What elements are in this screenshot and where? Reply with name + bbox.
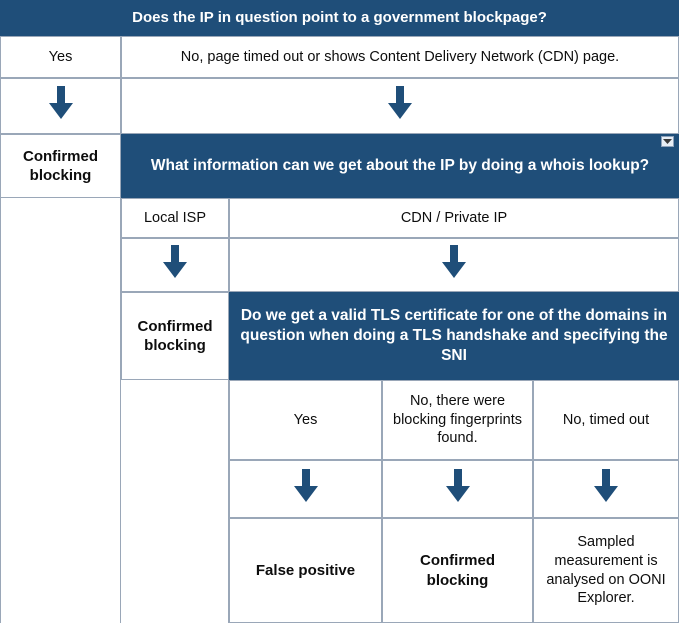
row6-confirmed-blocking-cell: Confirmed blocking	[121, 292, 229, 380]
down-arrow-icon	[593, 469, 619, 509]
row7-yes-cell: Yes	[229, 380, 382, 460]
row5-cdn-arrow-cell	[229, 238, 679, 292]
row9-false-positive-cell: False positive	[229, 518, 382, 623]
down-arrow-icon	[162, 245, 188, 285]
row5-spacer-left	[0, 238, 121, 292]
row4-local-isp-cell: Local ISP	[121, 198, 229, 238]
row4-cdn-private-ip-cell: CDN / Private IP	[229, 198, 679, 238]
row8-fingerprints-arrow-cell	[382, 460, 533, 518]
row3-whois-question-band: What information can we get about the IP by doing a whois lookup?	[121, 134, 679, 198]
resize-handle-icon[interactable]	[661, 136, 674, 147]
row8-timed-out-arrow-cell	[533, 460, 679, 518]
row9-confirmed-blocking-cell: Confirmed blocking	[382, 518, 533, 623]
row6-spacer-left	[0, 292, 121, 380]
row8-spacer-left	[0, 460, 121, 518]
down-arrow-icon	[293, 469, 319, 509]
row3-confirmed-blocking-cell: Confirmed blocking	[0, 134, 121, 198]
row1-yes-cell: Yes	[0, 36, 121, 78]
row1-no-cell: No, page timed out or shows Content Delivery Network (CDN) page.	[121, 36, 679, 78]
row9-spacer-second	[121, 518, 229, 623]
row7-timed-out-cell: No, timed out	[533, 380, 679, 460]
row9-sampled-measurement-cell: Sampled measurement is analysed on OONI Explorer.	[533, 518, 679, 623]
row7-fingerprints-cell: No, there were blocking fingerprints found.	[382, 380, 533, 460]
row2-right-arrow-cell	[121, 78, 679, 134]
down-arrow-icon	[48, 86, 74, 126]
row9-spacer-left	[0, 518, 121, 623]
row5-local-isp-arrow-cell	[121, 238, 229, 292]
down-arrow-icon	[445, 469, 471, 509]
row2-left-arrow-cell	[0, 78, 121, 134]
diagram-title-band: Does the IP in question point to a government blockpage?	[0, 0, 679, 36]
row7-spacer-second	[121, 380, 229, 460]
down-arrow-icon	[441, 245, 467, 285]
row4-spacer-left	[0, 198, 121, 238]
row8-spacer-second	[121, 460, 229, 518]
row6-tls-question-band: Do we get a valid TLS certificate for one of the domains in question when doing a TLS handshake and specifying the SNI	[229, 292, 679, 380]
row7-spacer-left	[0, 380, 121, 460]
row8-yes-arrow-cell	[229, 460, 382, 518]
down-arrow-icon	[387, 86, 413, 126]
